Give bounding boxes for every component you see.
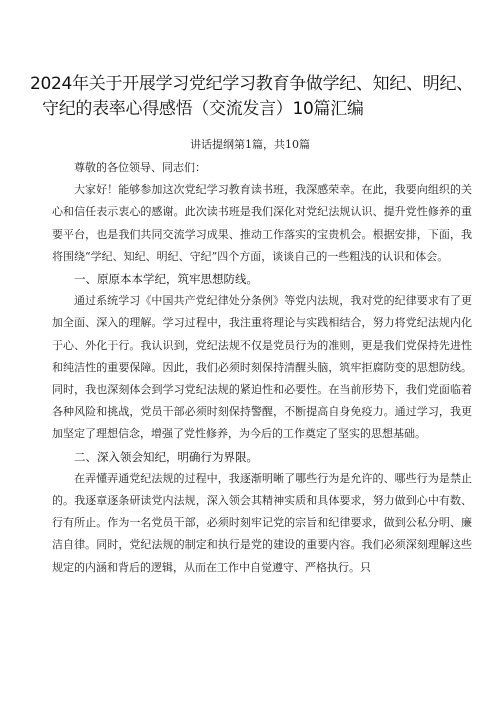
paragraph-section-2: 在弄懂弄通党纪法规的过程中，我逐渐明晰了哪些行为是允许的、哪些行为是禁止的。我逐章逐条研读党内法规，深入领会其精神实质和具体要求，努力做到心中有数、行有所止。作为一名党员干部，必须时刻牢记党的宗旨和纪律要求，做到公私分明、廉洁自律。同时，党纪法规的制定和执行是党的建设的重要内容。我们必须深刻理解这些规定的内涵和背后的逻辑，从而在工作中自觉遵守、严格执行。只 — [52, 471, 472, 574]
document-body — [52, 157, 472, 579]
document-title — [30, 72, 473, 122]
greeting: 尊敬的各位领导、同志们： — [74, 161, 206, 174]
section-heading-2: 二、深入领会知纪，明确行为界限。 — [74, 449, 258, 464]
document-subtitle: 讲话提纲第1篇，共10篇 — [190, 138, 310, 151]
section-heading-1: 一、原原本本学纪，筑牢思想防线。 — [74, 272, 258, 287]
paragraph-section-1: 通过系统学习《中国共产党纪律处分条例》等党内法规，我对党的纪律要求有了更加全面、深入的理解。学习过程中，我注重将理论与实践相结合，努力将党纪法规内化于心、外化于行。我认识到，党纪法规不仅是党员行为的准则，更是我们党保持先进性和纯洁性的重要保障。因此，我们必须时刻保持清醒头脑，筑牢拒腐防变的思想防线。同时，我也深刻体会到学习党纪法规的紧迫性和必要性。在当前形势下，我们党面临着各种风险和挑战，党员干部必须时刻保持警醒，不断提高自身免疫力。通过学习，我更加坚定了理想信念，增强了党性修养，为今后的工作奠定了坚实的思想基础。 — [52, 294, 472, 441]
paragraph-intro: 大家好！能够参加这次党纪学习教育读书班，我深感荣幸。在此，我要向组织的关心和信任表示衷心的感谢。此次读书班是我们深化对党纪法规认识、提升党性修养的重要平台，也是我们共同交流学习成果、推动工作落实的宝贵机会。根据安排，下面，我将围绕“学纪、知纪、明纪、守纪”四个方面，谈谈自己的一些粗浅的认识和体会。 — [52, 183, 472, 263]
document-title-line-2: 守纪的表率心得感悟（交流发言）10篇汇编 — [42, 99, 364, 119]
document-title-line-1: 2024年关于开展学习党纪学习教育争做学纪、知纪、明纪、 — [30, 74, 473, 94]
